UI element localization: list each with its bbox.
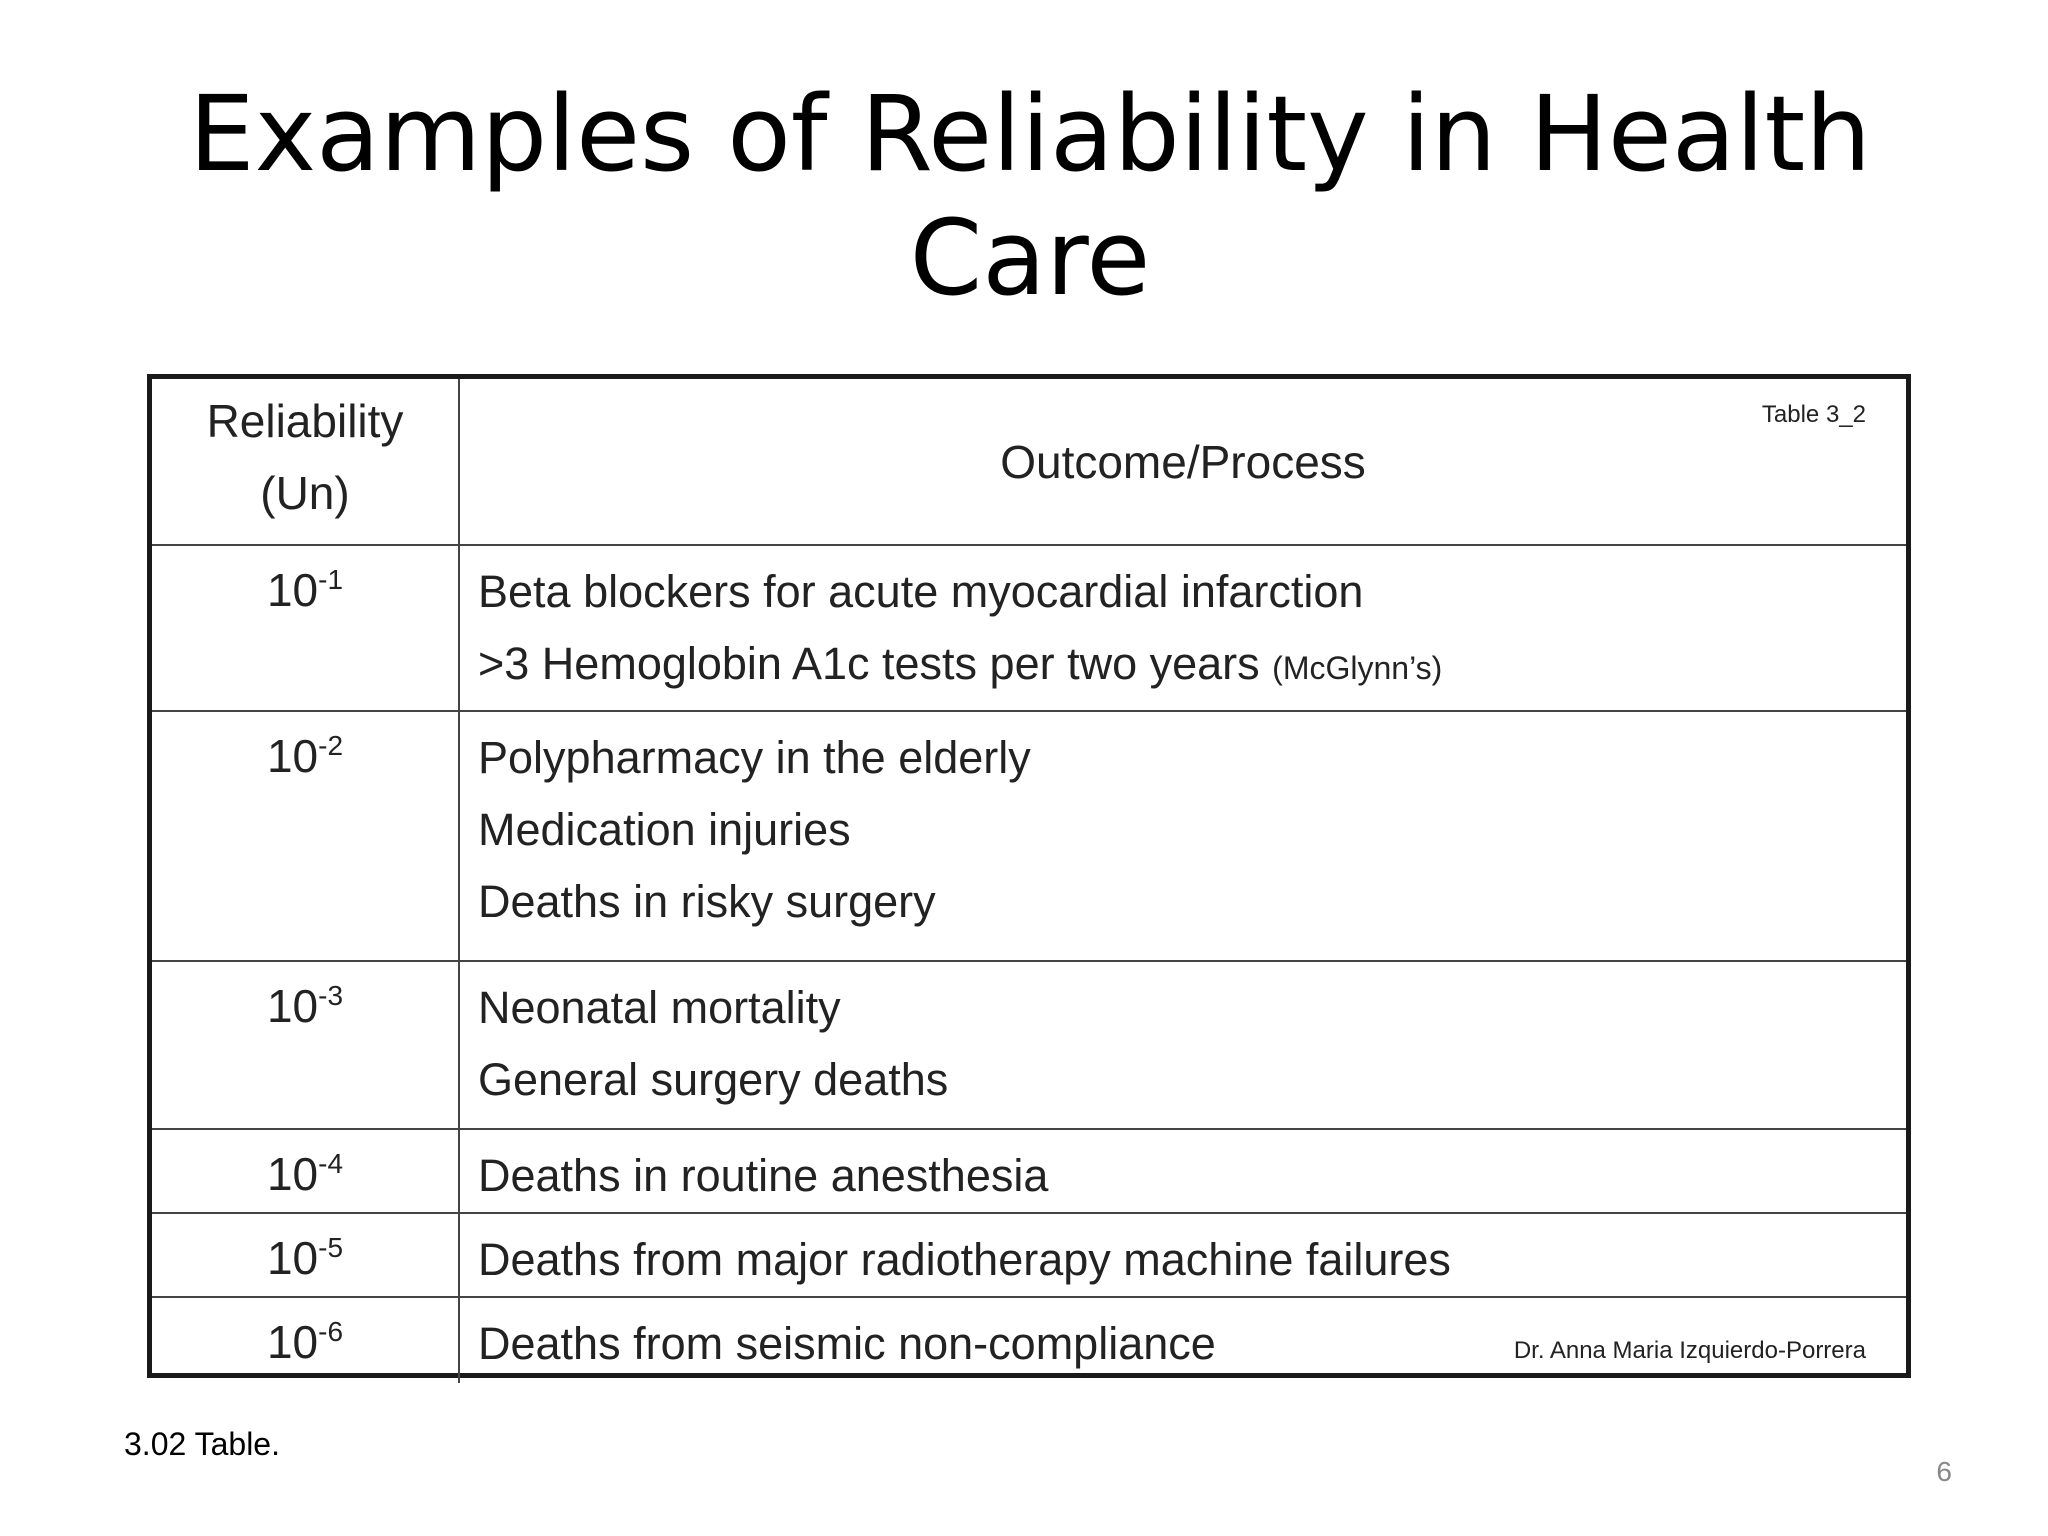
reliability-base: 10 (266, 730, 319, 782)
header-reliability-line1: Reliability (206, 395, 404, 447)
table-row (152, 1297, 1906, 1383)
outcome-item-note: (McGlynn’s) (1272, 650, 1443, 686)
reliability-cell (152, 1129, 459, 1213)
reliability-base: 10 (266, 1148, 319, 1200)
reliability-base: 10 (266, 980, 319, 1032)
reliability-exponent: -1 (318, 564, 344, 595)
outcome-item: Neonatal mortality (478, 982, 841, 1033)
header-outcome-label: Outcome/Process (1000, 435, 1366, 488)
reliability-base: 10 (266, 1316, 319, 1368)
reliability-table (152, 379, 1906, 1383)
table-header-row (152, 379, 1906, 545)
table-row (152, 545, 1906, 711)
outcome-item-text: Beta blockers for acute myocardial infarction (478, 566, 1364, 617)
outcome-item-text: >3 Hemoglobin A1c tests per two years (478, 638, 1260, 689)
outcome-cell (459, 961, 1906, 1129)
outcome-item: General surgery deaths (478, 1054, 949, 1105)
reliability-base: 10 (266, 1232, 319, 1284)
reliability-cell (152, 711, 459, 961)
reliability-exponent: -5 (318, 1232, 344, 1263)
reliability-exponent: -4 (318, 1148, 344, 1179)
reliability-cell (152, 1297, 459, 1383)
reliability-exponent: -3 (318, 980, 344, 1011)
header-reliability (152, 379, 459, 545)
outcome-item: Deaths in routine anesthesia (478, 1150, 1049, 1201)
footer-note: 3.02 Table. (124, 1426, 280, 1462)
outcome-item: Polypharmacy in the elderly (478, 732, 1031, 783)
reliability-cell (152, 545, 459, 711)
table-reference: Table 3_2 (1761, 401, 1866, 428)
header-reliability-line2: (Un) (260, 467, 350, 519)
page-number: 6 (1936, 1456, 1952, 1487)
table-row (152, 1213, 1906, 1297)
reliability-table-frame (147, 374, 1911, 1378)
outcome-item: Deaths in risky surgery (478, 876, 936, 927)
outcome-item: Deaths from major radiotherapy machine failures (478, 1234, 1451, 1285)
outcome-cell (459, 1213, 1906, 1297)
table-row (152, 1129, 1906, 1213)
outcome-cell (459, 1129, 1906, 1213)
table-row (152, 961, 1906, 1129)
reliability-exponent: -6 (318, 1316, 344, 1347)
outcome-item (478, 628, 1906, 704)
outcome-item (478, 556, 1906, 628)
table-row (152, 711, 1906, 961)
reliability-cell (152, 961, 459, 1129)
outcome-cell (459, 711, 1906, 961)
outcome-item: Deaths from seismic non-compliance (478, 1318, 1216, 1369)
slide-title: Examples of Reliability in Health Care (188, 73, 1872, 319)
outcome-item: Medication injuries (478, 804, 851, 855)
reliability-base: 10 (266, 564, 319, 616)
reliability-exponent: -2 (318, 730, 344, 761)
reliability-cell (152, 1213, 459, 1297)
header-outcome (459, 379, 1906, 545)
outcome-cell (459, 545, 1906, 711)
outcome-cell (459, 1297, 1906, 1383)
table-credit: Dr. Anna Maria Izquierdo-Porrera (1513, 1337, 1866, 1364)
